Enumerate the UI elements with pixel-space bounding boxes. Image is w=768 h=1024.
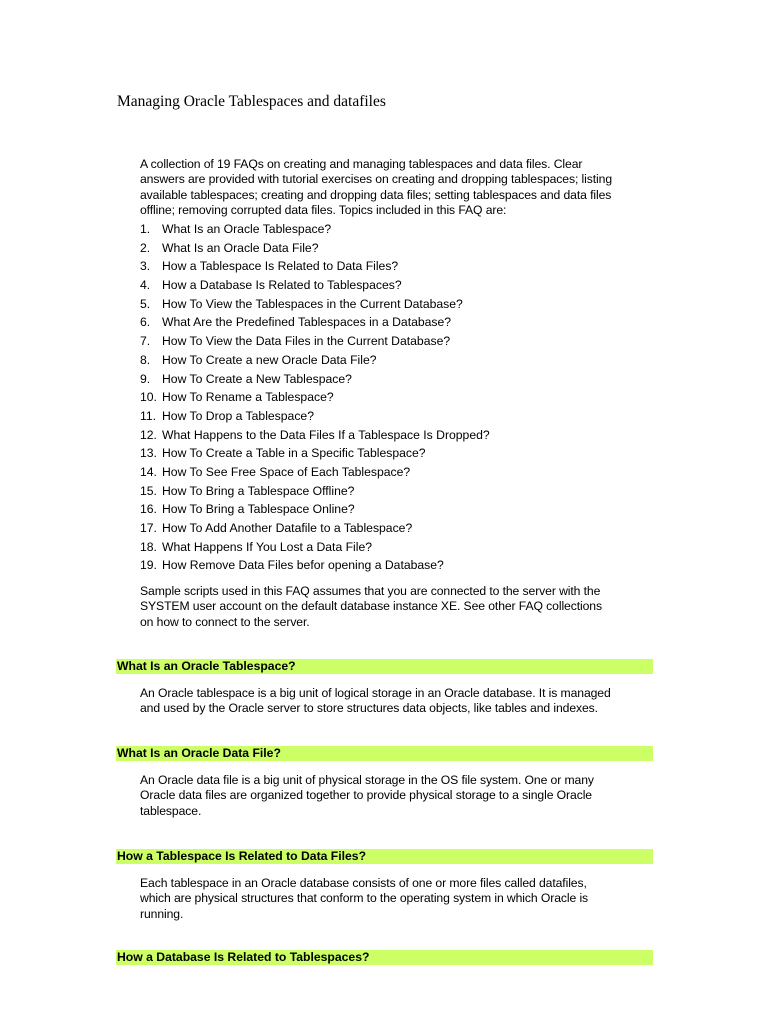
- faq-topic-text: How a Tablespace Is Related to Data Files?: [162, 259, 399, 274]
- faq-topic-number: 16.: [140, 502, 157, 517]
- faq-topic-item: [140, 463, 660, 482]
- faq-topic-number: 11.: [140, 408, 157, 423]
- section-heading: What Is an Oracle Tablespace?: [116, 659, 653, 674]
- faq-topic-text: How To View the Data Files in the Current Database?: [162, 334, 451, 349]
- faq-topic-text: What Happens to the Data Files If a Tablespace Is Dropped?: [162, 427, 490, 442]
- faq-topic-item: [140, 500, 660, 519]
- faq-topic-text: How To Create a new Oracle Data File?: [162, 352, 377, 367]
- faq-topic-text: What Are the Predefined Tablespaces in a Database?: [162, 315, 452, 330]
- page-title: Managing Oracle Tablespaces and datafiles: [117, 93, 386, 110]
- faq-topic-number: 3.: [140, 259, 151, 274]
- faq-topic-item: [140, 220, 660, 239]
- faq-topic-item: [140, 370, 660, 389]
- faq-topic-number: 19.: [140, 558, 157, 573]
- faq-topic-number: 6.: [140, 315, 151, 330]
- section-heading: What Is an Oracle Data File?: [116, 746, 653, 761]
- faq-topic-item: [140, 444, 660, 463]
- faq-topic-text: How To Create a Table in a Specific Tablespace?: [162, 446, 426, 461]
- faq-topic-item: [140, 426, 660, 445]
- faq-topic-text: How To Create a New Tablespace?: [162, 371, 352, 386]
- faq-topic-item: [140, 388, 660, 407]
- faq-topic-number: 1.: [140, 222, 151, 236]
- faq-topic-number: 15.: [140, 483, 157, 498]
- section-body: An Oracle data file is a big unit of physical storage in the OS file system. One or many Oracle data files are organized together to provide physical storage to a single Oracle tablespace.: [140, 773, 594, 818]
- faq-topic-text: What Happens If You Lost a Data File?: [162, 539, 373, 554]
- faq-topic-text: What Is an Oracle Data File?: [162, 240, 319, 255]
- faq-topic-number: 18.: [140, 539, 157, 554]
- faq-topic-number: 14.: [140, 464, 157, 479]
- faq-topic-number: 4.: [140, 278, 151, 293]
- faq-topic-item: [140, 407, 660, 426]
- section-heading: How a Tablespace Is Related to Data Files?: [116, 849, 653, 864]
- faq-topic-item: [140, 519, 660, 538]
- faq-topic-text: How To Bring a Tablespace Online?: [162, 502, 355, 517]
- intro-text: A collection of 19 FAQs on creating and managing tablespaces and data files. Clear answers are provided with tutorial exercises on creating and dropping tablespaces; listing available tablespaces; creating and dropping data files; setting tablespaces and data files offline; removing corrupted data files. Topics included in this FAQ are:: [140, 157, 612, 218]
- faq-topic-item: [140, 276, 660, 295]
- faq-topic-item: [140, 295, 660, 314]
- faq-topic-text: How To Bring a Tablespace Offline?: [162, 483, 355, 498]
- faq-topic-text: How To See Free Space of Each Tablespace?: [162, 464, 411, 479]
- section-body: Each tablespace in an Oracle database consists of one or more files called datafiles, which are physical structures that conform to the operating system in which Oracle is running.: [140, 876, 589, 921]
- faq-topic-text: How To View the Tablespaces in the Current Database?: [162, 296, 463, 311]
- faq-topic-number: 12.: [140, 427, 157, 442]
- faq-topic-item: [140, 351, 660, 370]
- faq-topic-item: [140, 538, 660, 557]
- faq-topic-number: 5.: [140, 296, 151, 311]
- faq-topic-number: 7.: [140, 334, 151, 349]
- faq-topic-text: How To Rename a Tablespace?: [162, 390, 334, 405]
- faq-topic-item: [140, 332, 660, 351]
- faq-topic-number: 13.: [140, 446, 157, 461]
- faq-topic-text: What Is an Oracle Tablespace?: [162, 222, 332, 236]
- faq-topic-item: [140, 239, 660, 258]
- section-heading: How a Database Is Related to Tablespaces?: [116, 950, 653, 965]
- faq-topic-text: How Remove Data Files befor opening a Database?: [162, 558, 444, 573]
- faq-topic-list: [140, 220, 660, 575]
- faq-topic-number: 8.: [140, 352, 151, 367]
- faq-topic-text: How To Add Another Datafile to a Tablespace?: [162, 521, 413, 535]
- faq-topic-item: [140, 482, 660, 501]
- intro-paragraph: [140, 157, 660, 219]
- sample-scripts-note: Sample scripts used in this FAQ assumes that you are connected to the server with the SYSTEM user account on the default database instance XE. See other FAQ collections on how to connect to the server.: [140, 584, 602, 629]
- faq-topic-item: [140, 556, 660, 575]
- faq-topic-text: How To Drop a Tablespace?: [162, 408, 314, 423]
- faq-topic-item: [140, 313, 660, 332]
- section-body: An Oracle tablespace is a big unit of logical storage in an Oracle database. It is managed and used by the Oracle server to store structures data objects, like tables and indexes.: [140, 686, 611, 716]
- faq-topic-number: 10.: [140, 390, 157, 405]
- faq-topic-text: How a Database Is Related to Tablespaces?: [162, 278, 402, 293]
- faq-topic-item: [140, 257, 660, 276]
- faq-topic-number: 2.: [140, 240, 151, 255]
- faq-topic-number: 9.: [140, 371, 151, 386]
- faq-topic-number: 17.: [140, 521, 157, 535]
